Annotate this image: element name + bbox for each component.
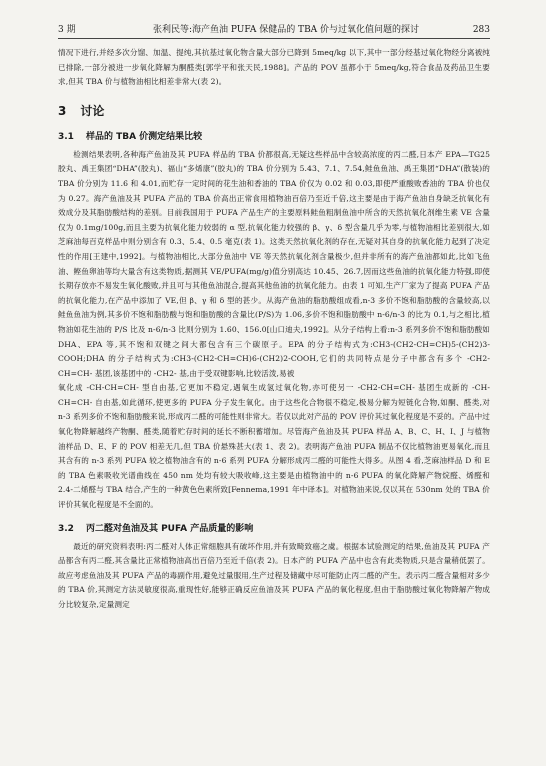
- paragraph-intro: 情况下进行,并经多次分馏、加温、提纯,其抗基过氧化物含量大部分已降到 5meq/kg 以下,其中一部分经基过氧化物经分离被纯已排除,一部分被进一步氧化降解为酮醛类[郭学平和张天民,1988]。产品的 POV 虽都小于 5meq/kg,符合食品及药品卫生要求,但其 TBA 价与植物油相比相差非常大(表 2)。: [58, 48, 490, 87]
- paragraph-3-1-a: 检测结果表明,各种海产鱼油及其 PUFA 样品的 TBA 价都很高,无疑这些样品中含较高浓度的丙二醛,日本产 EPA—TG25 胶丸、禹王集团“DHA”(胶丸)、福山“多烯康”(胶丸)的 TBA 价分别为 5.43、7.1、7.54,鲑鱼鱼油、禹王集团“DHA”(散装)的 TBA 价分别为 11.6 和 4.01,而贮存一定时间的花生油和香油的 TBA 价仅为 0.02 和 0.03,即使严重酸败香油的 TBA 价也仅为 0.27。海产鱼油及其 PUFA 产品的 TBA 价高出正常食用植物油百倍乃至近千倍,这主要是由于海产鱼油自身缺乏抗氧化有效成分及其脂肪酸结构的差别。目前我国用于 PUFA 产品生产的主要原料鲑鱼粗制鱼油中所含的天然抗氧化剂维生素 VE 含量仅为 0.1mg/100g,而且主要为抗氧化能力较弱的 α 型,抗氧化能力较强的 β、γ、δ 型含量几乎为零,与植物油相比差别很大,如芝麻油每百克样品中则分别含有 0.3、5.4、0.5 毫克(表 1)。这类天然抗氧化剂的存在,无疑对其自身的抗氧化能力起到了决定性的作用[王建中,1992]。与植物油相比,大部分鱼油中 VE 等天然抗氧化剂含量极少,但并非所有的海产鱼油都如此,比如飞鱼油、鲣鱼卵油等均大量含有这类物质,据测其 VE/PUFA(mg/g)值分别高达 10.45、26.7,因而这些鱼油的抗氧化能力特强,即使长期存放亦不易发生氧化酸败,并且可与其他鱼油混合,提高其他鱼油的抗氧化能力。由表 1 可知,生产厂家为了提高 PUFA 产品的抗氧化能力,在产品中添加了 VE,但 β、γ 和 δ 型的甚少。从海产鱼油的脂肪酸组成看,n-3 多价不饱和脂肪酸的含量较高,以鲑鱼鱼油为例,其多价不饱和脂肪酸与饱和脂肪酸的含量比(P/S)为 1.06,多价不饱和脂肪酸中 n-6/n-3 的比为 0.1,与之相比,植物油如花生油的 P/S 比及 n-6/n-3 比则分别为 1.60、156.0[山口迪夫,1992]。从分子结构上看:n-3 系列多价不饱和脂肪酸如 DHA、EPA 等,其不饱和双键之间大都包含有三个碳原子。EPA 的分子结构式为:CH3-(CH2-CH=CH)5-(CH2)3-COOH;DHA 的分子结构式为:CH3-(CH2-CH=CH)6-(CH2)2-COOH,它们的共同特点是分子中都含有多个 -CH2-CH=CH- 基团,该基团中的 -CH2- 基,由于受双键影响,比较活泼,易被: [58, 149, 490, 378]
- section-title: 讨论: [80, 103, 105, 118]
- subsection-heading-3-1: [58, 129, 490, 142]
- paragraph-3-1-b: 氧化成 -CH-CH=CH- 型自由基,它更加不稳定,遇氧生成氢过氧化物,亦可使另一 -CH2-CH=CH- 基团生成新的 -CH-CH=CH- 自由基,如此循环,使更多的 PUFA 分子发生氧化。由于这些化合物很不稳定,极易分解为短链化合物,如酮、醛类,对 n-3 系列多价不饱和脂肪酸来说,形成丙二醛的可能性则非常大。若仅以此对产品的 POV 评价其过氧化程度是不妥的。产品中过氧化物降解越终产物酮、醛类,随着贮存时间的延长不断积蓄增加。尽管海产鱼油及其 PUFA 样品 A、B、C、H、I、J 与植物油样品 D、E、F 的 POV 相差无几,但 TBA 价悬殊甚大(表 1、表 2)。表明海产鱼油 PUFA 制品不仅比植物油更易氧化,而且其含有的 n-3 系列 PUFA 较之植物油含有的 n-6 系列 PUFA 分解形成丙二醛的可能性大得多。从图 4 看,芝麻油样品 D 和 E 的 TBA 色素吸收光谱曲线在 450 nm 处均有较大吸收峰,这主要是由植物油中的 n-6 PUFA 的氧化降解产物烷醛、烯醛和 2.4-二烯醛与 TBA 结合,产生的一种黄色色素所致[Fennema,1991 年中译本]。对植物油来说,仅以其在 530nm 处的 TBA 价评价其氧化程度是不全面的。: [58, 383, 491, 510]
- section-heading-discussion: [58, 102, 490, 119]
- running-header: [58, 22, 490, 39]
- paragraph-3-2: 最近的研究资料表明:丙二醛对人体正常细胞具有破坏作用,并有致畸致癌之虞。根据本试验测定的结果,鱼油及其 PUFA 产品都含有丙二醛,其含量比正常植物油高出百倍乃至近千倍(表 2)。日本产的 PUFA 产品中也含有此类物质,只是含量稍低罢了。故应考虑鱼油及其 PUFA 产品的毒副作用,避免过量服用,生产过程及储藏中尽可能防止丙二醛的产生。表示丙二醛含量相对多少的 TBA 价,其测定方法灵敏度很高,重现性好,能够正确反应鱼油及其 PUFA 产品的氧化程度,但由于脂肪酸过氧化物降解产物成分比较复杂,定量测定: [58, 541, 490, 609]
- subsection-heading-3-2: [58, 521, 490, 534]
- page-number: 283: [472, 25, 490, 35]
- subsection-title: 样品的 TBA 价测定结果比较: [85, 131, 203, 142]
- subsection-number: 3.2: [58, 523, 74, 534]
- running-title: 张利民等:海产鱼油 PUFA 保健品的 TBA 价与过氧化值问题的探讨: [153, 25, 420, 35]
- section-number: 3: [58, 103, 67, 118]
- article-body: [58, 46, 490, 613]
- issue-number: 3 期: [58, 25, 76, 35]
- subsection-title: 丙二醛对鱼油及其 PUFA 产品质量的影响: [85, 523, 254, 534]
- subsection-number: 3.1: [58, 131, 74, 142]
